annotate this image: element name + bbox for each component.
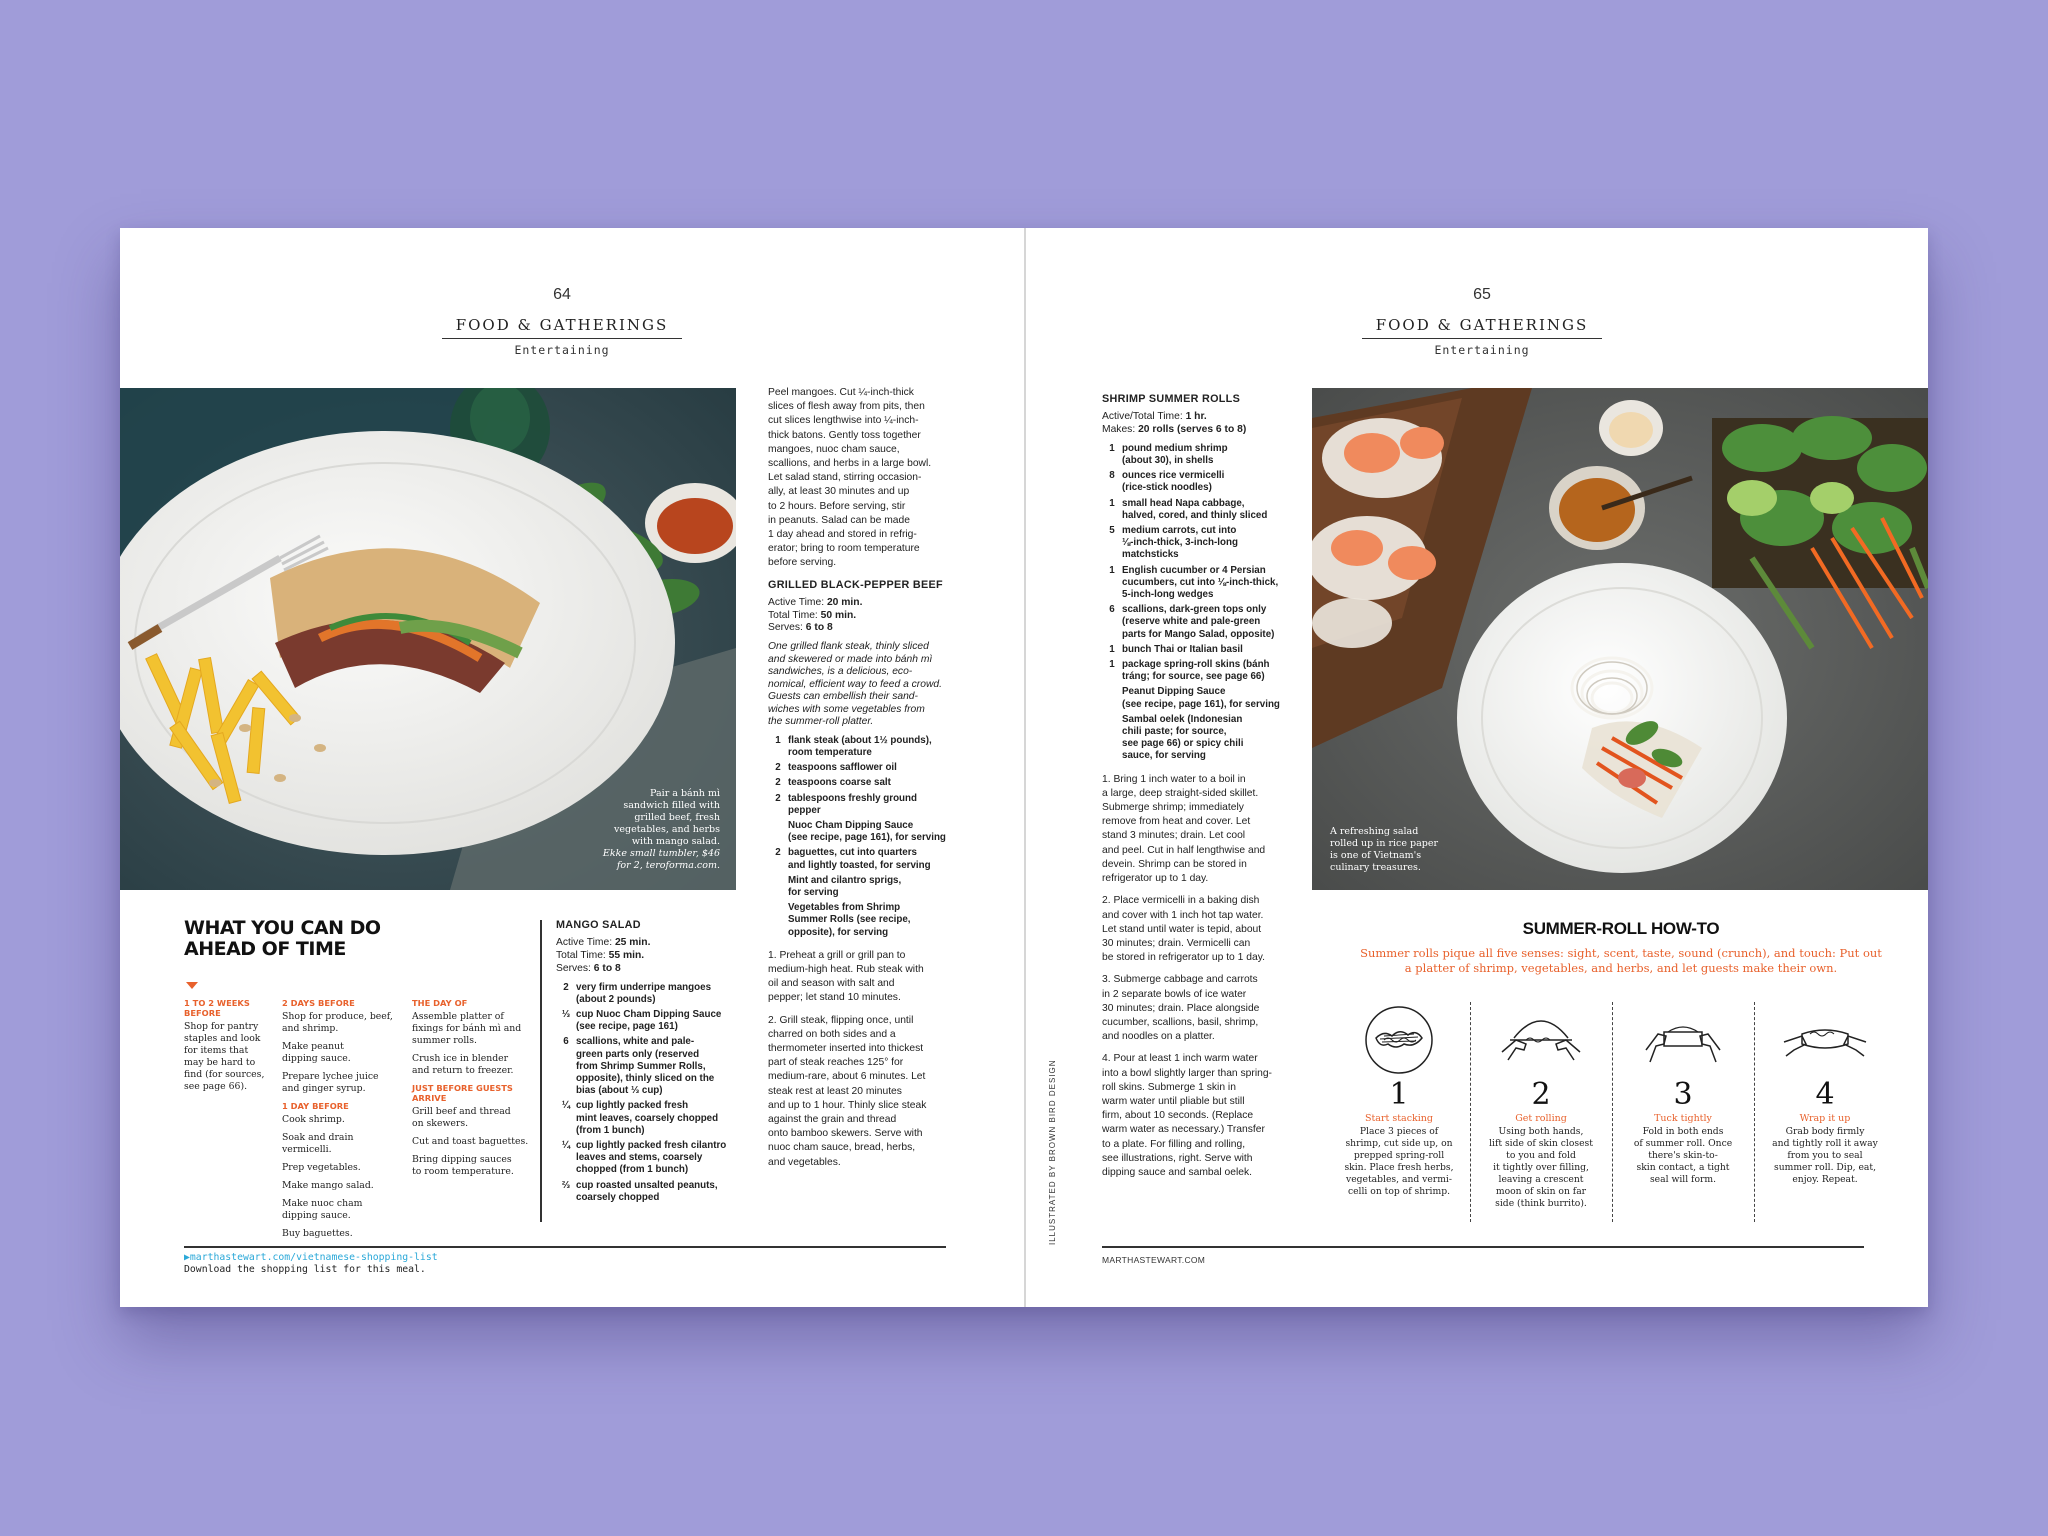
magazine-spread xyxy=(120,228,1928,1307)
mango-recipe-title: MANGO SALAD xyxy=(556,919,641,931)
ingredient-item: 2 tablespoons freshly ground pepper xyxy=(775,792,918,816)
ingredient-item: Sambal oelek (Indonesian chili paste; for source, see page 66) or spicy chili sauce, for serving xyxy=(1122,713,1244,762)
beef-recipe-title: GRILLED BLACK-PEPPER BEEF xyxy=(768,578,943,591)
shrimp-recipe-meta: Active/Total Time: 1 hr. Makes: 20 rolls (serves 6 to 8) xyxy=(1102,411,1247,435)
beef-ingredients xyxy=(768,735,968,939)
ingredient-item: 1 English cucumber or 4 Persian cucumbers, cut into ⅛-inch-thick, 5-inch-long wedges xyxy=(1109,564,1279,601)
step-divider xyxy=(1612,1002,1613,1222)
mango-ingredients xyxy=(556,982,752,1204)
section-header xyxy=(442,316,682,357)
page-number: 65 xyxy=(1473,286,1491,303)
page-number: 64 xyxy=(553,286,571,303)
rolling-hands-illustration-icon xyxy=(1496,1004,1586,1076)
ahead-column-1: 1 TO 2 WEEKS BEFORE Shop for pantry staples and look for items that may be hard to find (for sources, see page 66). xyxy=(184,998,265,1092)
footer-rule xyxy=(1102,1246,1864,1248)
wrapping-hands-illustration-icon xyxy=(1780,1004,1870,1076)
ingredient-item: 2 teaspoons coarse salt xyxy=(775,777,891,789)
column-divider xyxy=(540,920,542,1222)
recipe-step: 2. Grill steak, flipping once, until charred on both sides and a thermometer inserted into thickest part of steak reaches 125° for medium-rare, about 6 minutes. Let steak rest at least 20 minutes and up to 1 hour. Thinly slice steak against the grain and thread onto bamboo skewers. Serve with nuoc cham sauce, bread, herbs, and vegetables. xyxy=(768,1014,927,1168)
shrimp-recipe-title: SHRIMP SUMMER ROLLS xyxy=(1102,393,1241,405)
shopping-list-link[interactable]: ▶marthastewart.com/vietnamese-shopping-list xyxy=(184,1252,438,1263)
ingredient-item: Peanut Dipping Sauce (see recipe, page 161), for serving xyxy=(1122,686,1280,710)
ingredient-item: 6 scallions, dark-green tops only (reserve white and pale-green parts for Mango Salad, opposite) xyxy=(1109,604,1275,640)
ingredient-item: 1 flank steak (about 1½ pounds), room temperature xyxy=(775,734,932,758)
howto-step: 3 Tuck tightly Fold in both ends of summer roll. Once there's skin-to- skin contact, a tight seal will form. xyxy=(1618,1004,1748,1186)
ingredient-item: 8 ounces rice vermicelli (rice-stick noodles) xyxy=(1109,470,1225,494)
ingredient-item: Nuoc Cham Dipping Sauce (see recipe, page 161), for serving xyxy=(788,819,946,844)
mango-recipe-column xyxy=(556,912,752,1207)
left-page xyxy=(120,228,1024,1307)
howto-step: 4 Wrap it up Grab body firmly and tightly roll it away from you to seal summer roll. Dip, eat, enjoy. Repeat. xyxy=(1760,1004,1890,1186)
step-divider xyxy=(1470,1002,1471,1222)
ingredient-item: ⅔ cup roasted unsalted peanuts, coarsely chopped xyxy=(561,1179,718,1203)
ingredient-item: ¼ cup lightly packed fresh cilantro leaves and stems, coarsely chopped (from 1 bunch) xyxy=(561,1140,727,1176)
stacking-illustration-icon xyxy=(1354,1004,1444,1076)
ingredient-item: 6 scallions, white and pale- green parts only (reserved from Shrimp Summer Rolls, opposite), thinly sliced on the bias (about ⅓ cup) xyxy=(563,1036,715,1097)
banh-mi-photo xyxy=(120,388,736,890)
shrimp-steps xyxy=(1102,773,1288,1180)
howto-intro: Summer rolls pique all five senses: sight, scent, taste, sound (crunch), and touch: Put out a platter of shrimp, vegetables, and herbs, and let guests make their own. xyxy=(1360,946,1882,975)
ingredient-item: 1 bunch Thai or Italian basil xyxy=(1109,643,1243,655)
section-subtitle: Entertaining xyxy=(1434,343,1530,357)
ahead-column-2: 2 DAYS BEFORE Shop for produce, beef, and shrimp. Make peanut dipping sauce. Prepare lychee juice and ginger syrup. 1 DAY BEFORE Cook shrimp. Soak and drain vermicelli. Prep vegetables. Make mango salad. Make nuoc cham dipping sauce. Buy baguettes. xyxy=(282,998,393,1239)
triangle-marker-icon xyxy=(186,982,198,989)
ingredient-item: ⅓ cup Nuoc Cham Dipping Sauce (see recipe, page 161) xyxy=(561,1009,722,1033)
beef-recipe-meta: Active Time: 20 min. Total Time: 50 min. Serves: 6 to 8 xyxy=(768,596,863,634)
ahead-column-3: THE DAY OF Assemble platter of fixings for bánh mì and summer rolls. Crush ice in blender and return to freezer. JUST BEFORE GUESTS ARRIVE Grill beef and thread on skewers. Cut and toast baguettes. Bring dipping sauces to room temperature. xyxy=(412,998,529,1177)
ingredient-item: Mint and cilantro sprigs, for serving xyxy=(788,874,902,898)
howto-section xyxy=(1314,228,1928,1307)
illustrator-credit: ILLUSTRATED BY BROWN BIRD DESIGN xyxy=(1048,1059,1057,1245)
recipe-step: 3. Submerge cabbage and carrots in 2 separate bowls of ice water 30 minutes; drain. Place alongside cucumber, scallions, basil, shrimp, and noodles on a platter. xyxy=(1102,974,1260,1043)
ingredient-item: 1 small head Napa cabbage, halved, cored, and thinly sliced xyxy=(1109,497,1268,521)
photo-caption: Pair a bánh mì sandwich filled with grilled beef, fresh vegetables, and herbs with mango salad. Ekke small tumbler, $46 for 2, teroforma.com. xyxy=(602,788,720,871)
ingredient-item: 2 baguettes, cut into quarters and lightly toasted, for serving xyxy=(775,847,931,871)
mango-prep-text: Peel mangoes. Cut ¼-inch-thick slices of flesh away from pits, then cut slices lengthwise into ¼-inch- thick batons. Gently toss together mangoes, nuoc cham sauce, scallions, and herbs in a large bowl. Let salad stand, stirring occasion- ally, at least 30 minutes and up to 2 hours. Before serving, stir in peanuts. Salad can be made 1 day ahead and stored in refrig- erator; bring to room temperature before serving. xyxy=(768,387,932,569)
ingredient-item: ¼ cup lightly packed fresh mint leaves, coarsely chopped (from 1 bunch) xyxy=(561,1100,719,1136)
photo-caption: A refreshing salad rolled up in rice paper is one of Vietnam's culinary treasures. xyxy=(1330,826,1438,873)
footer-website: MARTHASTEWART.COM xyxy=(1102,1255,1206,1265)
step-divider xyxy=(1754,1002,1755,1222)
ingredient-item: 2 teaspoons safflower oil xyxy=(775,762,897,774)
ingredient-item: Vegetables from Shrimp Summer Rolls (see recipe, opposite), for serving xyxy=(788,902,911,938)
recipe-step: 1. Bring 1 inch water to a boil in a large, deep straight-sided skillet. Submerge shrimp; immediately remove from heat and cover. Let stand 3 minutes; drain. Let cool and peel. Cut in half lengthwise and devein. Shrimp can be stored in refrigerator up to 1 day. xyxy=(1102,773,1266,885)
recipe-step: 2. Place vermicelli in a baking dish and cover with 1 inch hot tap water. Let stand until water is tepid, about 30 minutes; drain. Vermicelli can be stored in refrigerator up to 1 day. xyxy=(1102,895,1265,964)
ingredient-item: 2 very firm underripe mangoes (about 2 pounds) xyxy=(563,981,712,1005)
section-subtitle: Entertaining xyxy=(514,343,610,357)
shrimp-ingredients xyxy=(1102,443,1288,763)
recipe-step: 1. Preheat a grill or grill pan to medium-high heat. Rub steak with oil and season with salt and pepper; let stand 10 minutes. xyxy=(768,949,924,1004)
tucking-hands-illustration-icon xyxy=(1638,1004,1728,1076)
shrimp-recipe-column xyxy=(1102,386,1288,1188)
mango-recipe-meta: Active Time: 25 min. Total Time: 55 min. Serves: 6 to 8 xyxy=(556,937,651,974)
beef-recipe-column xyxy=(768,386,968,1178)
footer-rule xyxy=(184,1246,946,1248)
beef-recipe-intro: One grilled flank steak, thinly sliced and skewered or made into bánh mì sandwiches, is a delicious, eco- nomical, efficient way to feed a crowd. Guests can embellish their sand- wiches with some vegetables from the summer-roll platter. xyxy=(768,641,942,728)
section-title: FOOD & GATHERINGS xyxy=(442,316,682,339)
ahead-of-time-title: WHAT YOU CAN DO AHEAD OF TIME xyxy=(184,917,381,960)
howto-step: 2 Get rolling Using both hands, lift side of skin closest to you and fold it tightly over filling, leaving a crescent moon of skin on far side (think burrito). xyxy=(1476,1004,1606,1210)
howto-step: 1 Start stacking Place 3 pieces of shrimp, cut side up, on prepped spring-roll skin. Place fresh herbs, vegetables, and vermi- celli on top of shrimp. xyxy=(1334,1004,1464,1198)
section-title: FOOD & GATHERINGS xyxy=(1362,316,1602,339)
beef-steps xyxy=(768,949,968,1170)
footer-link-block xyxy=(184,1252,438,1276)
footer-text: Download the shopping list for this meal. xyxy=(184,1264,426,1275)
ingredient-item: 1 package spring-roll skins (bánh tráng; for source, see page 66) xyxy=(1109,659,1270,683)
ingredient-item: 5 medium carrots, cut into ⅛-inch-thick, 3-inch-long matchsticks xyxy=(1109,525,1238,561)
ingredient-item: 1 pound medium shrimp (about 30), in shells xyxy=(1109,442,1228,466)
right-page xyxy=(1024,228,1928,1307)
recipe-step: 4. Pour at least 1 inch warm water into a bowl slightly larger than spring- roll skins. Submerge 1 skin in warm water until pliable but still firm, about 10 seconds. (Replace warm water as necessary.) Transfer to a plate. For filling and rolling, see illustrations, right. Serve with dipping sauce and sambal oelek. xyxy=(1102,1053,1272,1178)
howto-title: SUMMER-ROLL HOW-TO xyxy=(1522,919,1720,938)
